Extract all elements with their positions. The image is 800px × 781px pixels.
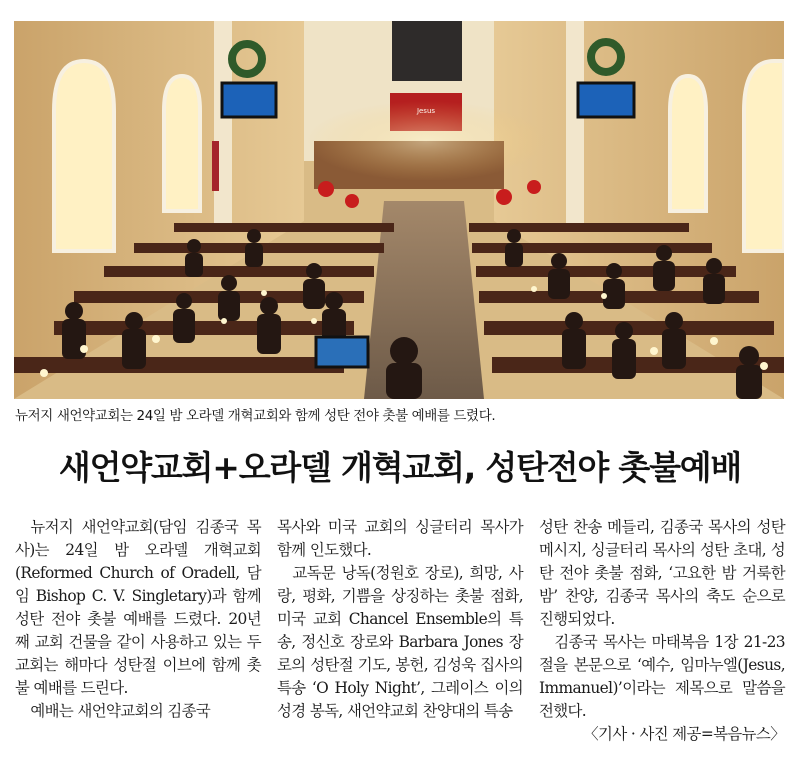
photo-caption: 뉴저지 새언약교회는 24일 밤 오라델 개혁교회와 함께 성탄 전야 촛불 예배를 드렸다. <box>15 408 496 424</box>
paragraph: 예배는 새언약교회의 김종국 <box>30 702 211 720</box>
headline: 새언약교회+오라델 개혁교회, 성탄전야 촛불예배 <box>58 448 742 487</box>
paragraph: 뉴저지 새언약교회(담임 김종국 목사)는 24일 밤 오라델 개혁교회(Reformed Church of Oradell, 담임 Bishop C. V. Singletary)과 함께 성탄 전야 촛불 예배를 드렸다. 20년 째 교회 건물을 같이 사용하고 있는 두 교회는 해마다 성탄절 이브에 함께 촛불 예배를 드린다. <box>15 518 261 697</box>
article-column-2 <box>277 516 523 723</box>
article-column-3 <box>539 516 785 746</box>
paragraph: 교독문 낭독(정원호 장로), 희망, 사랑, 평화, 기쁨을 상징하는 촛불 점화, 미국 교회 Chancel Ensemble의 특송, 정신호 장로와 Barbara Jones 장로의 성탄절 기도, 봉헌, 김성욱 집사의 특송 ‘O Holy Night’, 그레이스 이의 성경 봉독, 새언약교회 찬양대의 특송 <box>277 564 523 720</box>
paragraph: 성탄 찬송 메들리, 김종국 목사의 성탄 메시지, 싱글터리 목사의 성탄 초대, 성탄 전야 촛불 점화, ‘고요한 밤 거룩한 밤’ 찬양, 김종국 목사의 축도 순으로 진행되었다. <box>539 518 785 628</box>
paragraph: 김종국 목사는 마태복음 1장 21-23절을 본문으로 ‘예수, 임마누엘(Jesus, Immanuel)’이라는 제목으로 말씀을 전했다. <box>539 633 785 720</box>
article-column-1 <box>15 516 261 723</box>
article-body <box>15 516 785 778</box>
paragraph: 목사와 미국 교회의 싱글터리 목사가 함께 인도했다. <box>277 518 523 559</box>
church-photo <box>14 21 784 399</box>
photo-credit: 〈기사 · 사진 제공=복음뉴스〉 <box>583 725 785 743</box>
church-photo-icon <box>14 21 784 399</box>
